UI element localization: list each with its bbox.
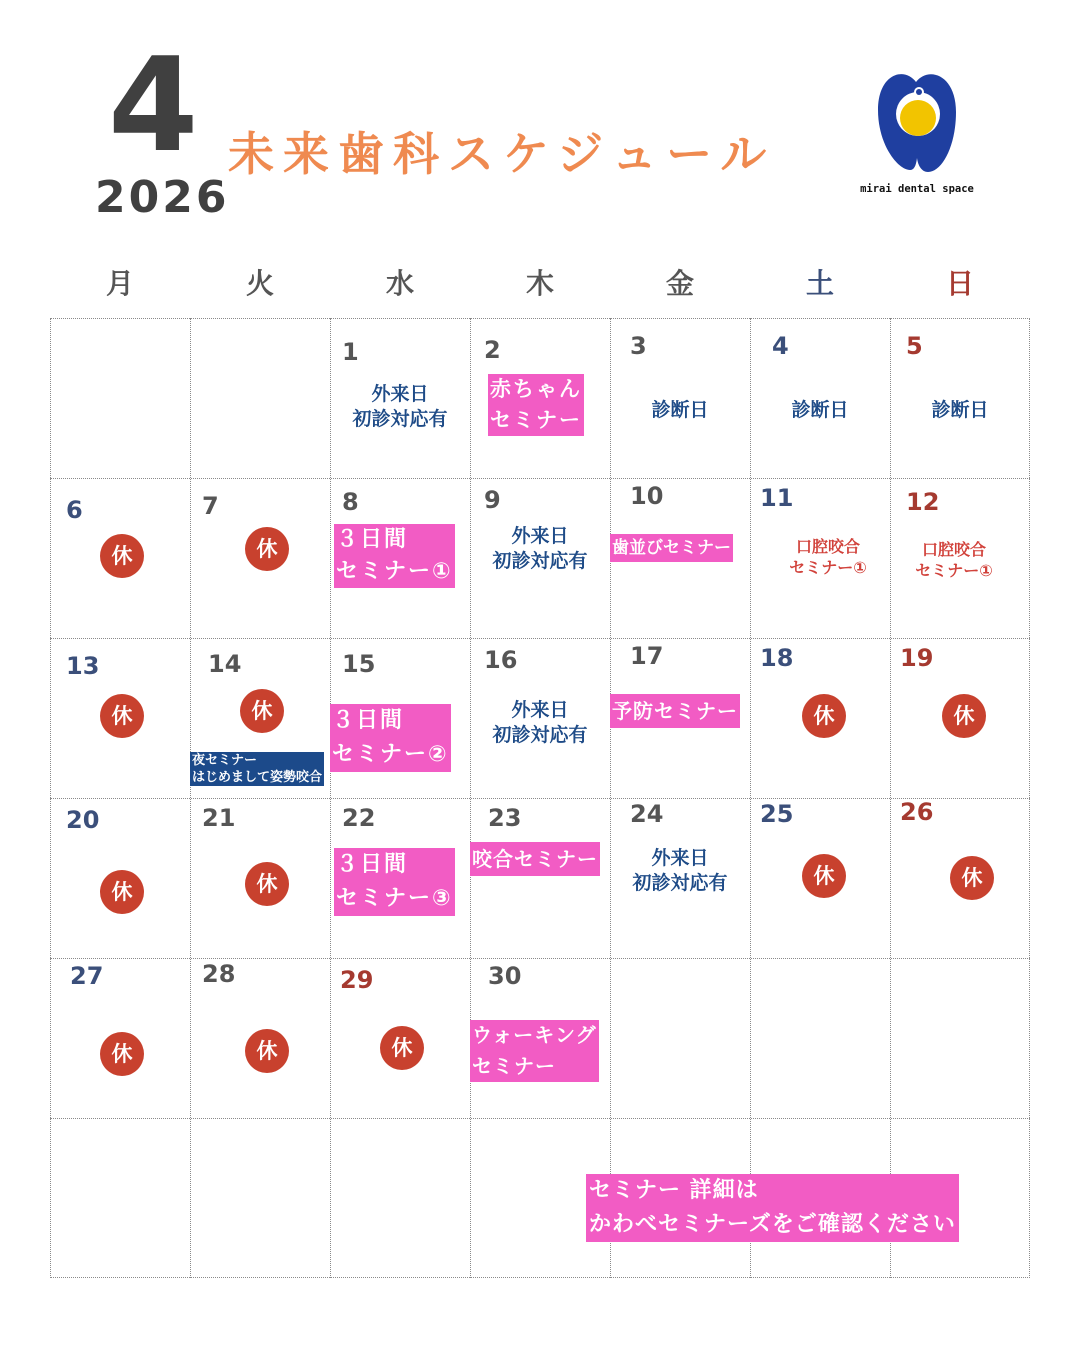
weekday-mon: 月 [105, 267, 134, 300]
day-cell-14[interactable] [190, 638, 330, 798]
day-number: 5 [906, 332, 923, 360]
day-cell-10[interactable] [610, 478, 750, 638]
day-number: 15 [342, 650, 376, 678]
weekday-fri: 金 [665, 267, 694, 300]
seminar-badge[interactable]: 予防セミナー [610, 694, 740, 728]
closed-badge: 休 [100, 870, 144, 914]
closed-badge: 休 [100, 694, 144, 738]
day-number: 23 [488, 804, 522, 832]
seminar-badge[interactable]: 赤ちゃん セミナー [488, 374, 584, 436]
closed-badge: 休 [802, 694, 846, 738]
day-cell-9[interactable] [470, 478, 610, 638]
weekday-sat: 土 [805, 267, 834, 300]
day-number: 28 [202, 960, 236, 988]
diagnosis-day-label: 診断日 [651, 399, 709, 421]
day-cell-21[interactable] [190, 798, 330, 958]
outpatient-label: 外来日 初診対応有 [352, 383, 448, 430]
day-number: 30 [488, 962, 522, 990]
year: 2026 [95, 172, 230, 223]
day-number: 9 [484, 486, 501, 514]
day-cell-23[interactable] [470, 798, 610, 958]
day-number: 2 [484, 336, 501, 364]
day-number: 29 [340, 966, 374, 994]
day-cell-13[interactable] [50, 638, 190, 798]
seminar-badge[interactable]: 歯並びセミナー [610, 534, 733, 562]
day-number: 27 [70, 962, 104, 990]
closed-badge: 休 [942, 694, 986, 738]
seminar-badge[interactable]: ３日間 セミナー③ [334, 848, 455, 916]
day-cell-19[interactable] [890, 638, 1030, 798]
closed-badge: 休 [802, 854, 846, 898]
day-cell-7[interactable] [190, 478, 330, 638]
day-cell-1[interactable] [330, 318, 470, 478]
day-number: 6 [66, 496, 83, 524]
day-number: 19 [900, 644, 934, 672]
seminar-badge[interactable]: ３日間 セミナー② [330, 704, 451, 772]
clinic-logo-icon [876, 70, 958, 174]
day-number: 25 [760, 800, 794, 828]
seminar-label: 口腔咬合 セミナー① [915, 540, 993, 580]
day-cell-11[interactable] [750, 478, 890, 638]
day-cell-29[interactable] [330, 958, 470, 1118]
weekday-sun: 日 [945, 267, 974, 300]
day-cell-2[interactable] [470, 318, 610, 478]
seminar-info-note: セミナー 詳細は かわべセミナーズをご確認ください [586, 1174, 959, 1242]
day-number: 3 [630, 332, 647, 360]
closed-badge: 休 [100, 1032, 144, 1076]
day-number: 4 [772, 332, 789, 360]
night-seminar-badge[interactable]: 夜セミナー はじめまして姿勢咬合 [192, 753, 323, 785]
closed-badge: 休 [380, 1026, 424, 1070]
weekday-tue: 火 [245, 267, 274, 300]
closed-badge: 休 [245, 862, 289, 906]
closed-badge: 休 [240, 689, 284, 733]
weekday-thu: 木 [525, 267, 554, 300]
day-cell-5[interactable] [890, 318, 1030, 478]
grid-divider [50, 1118, 1030, 1119]
day-number: 26 [900, 798, 934, 826]
day-cell-26[interactable] [890, 798, 1030, 958]
closed-badge: 休 [950, 856, 994, 900]
day-cell-6[interactable] [50, 478, 190, 638]
seminar-badge[interactable]: ３日間 セミナー① [334, 524, 455, 588]
page-title: 未来歯科スケジュール [228, 127, 776, 181]
outpatient-label: 外来日 初診対応有 [632, 847, 728, 894]
seminar-badge[interactable]: ウォーキング セミナー [470, 1020, 599, 1082]
seminar-label: 口腔咬合 セミナー① [789, 537, 867, 577]
diagnosis-day-label: 診断日 [931, 399, 989, 421]
day-number: 22 [342, 804, 376, 832]
day-cell-20[interactable] [50, 798, 190, 958]
day-cell-24[interactable] [610, 798, 750, 958]
outpatient-label: 外来日 初診対応有 [492, 699, 588, 746]
day-number: 10 [630, 482, 664, 510]
seminar-badge[interactable]: 咬合セミナー [470, 842, 600, 876]
day-number: 16 [484, 646, 518, 674]
day-number: 18 [760, 644, 794, 672]
logo-text: mirai dental space [860, 183, 974, 195]
day-cell-8[interactable] [330, 478, 470, 638]
day-cell-17[interactable] [610, 638, 750, 798]
day-cell-25[interactable] [750, 798, 890, 958]
weekday-wed: 水 [385, 267, 414, 300]
day-number: 17 [630, 642, 664, 670]
closed-badge: 休 [100, 534, 144, 578]
day-number: 13 [66, 652, 100, 680]
day-number: 24 [630, 800, 664, 828]
day-cell-30[interactable] [470, 958, 610, 1118]
day-cell-12[interactable] [890, 478, 1030, 638]
day-cell-22[interactable] [330, 798, 470, 958]
day-number: 14 [208, 650, 242, 678]
day-cell-15[interactable] [330, 638, 470, 798]
day-number: 7 [202, 492, 219, 520]
closed-badge: 休 [245, 527, 289, 571]
closed-badge: 休 [245, 1029, 289, 1073]
outpatient-label: 外来日 初診対応有 [492, 525, 588, 572]
day-cell-27[interactable] [50, 958, 190, 1118]
day-number: 11 [760, 484, 794, 512]
day-cell-3[interactable] [610, 318, 750, 478]
day-number: 1 [342, 338, 359, 366]
month-number: 4 [108, 29, 199, 181]
day-number: 8 [342, 488, 359, 516]
day-cell-16[interactable] [470, 638, 610, 798]
day-number: 12 [906, 488, 940, 516]
day-number: 21 [202, 804, 236, 832]
day-number: 20 [66, 806, 100, 834]
diagnosis-day-label: 診断日 [791, 399, 849, 421]
day-cell-18[interactable] [750, 638, 890, 798]
day-cell-28[interactable] [190, 958, 330, 1118]
day-cell-4[interactable] [750, 318, 890, 478]
